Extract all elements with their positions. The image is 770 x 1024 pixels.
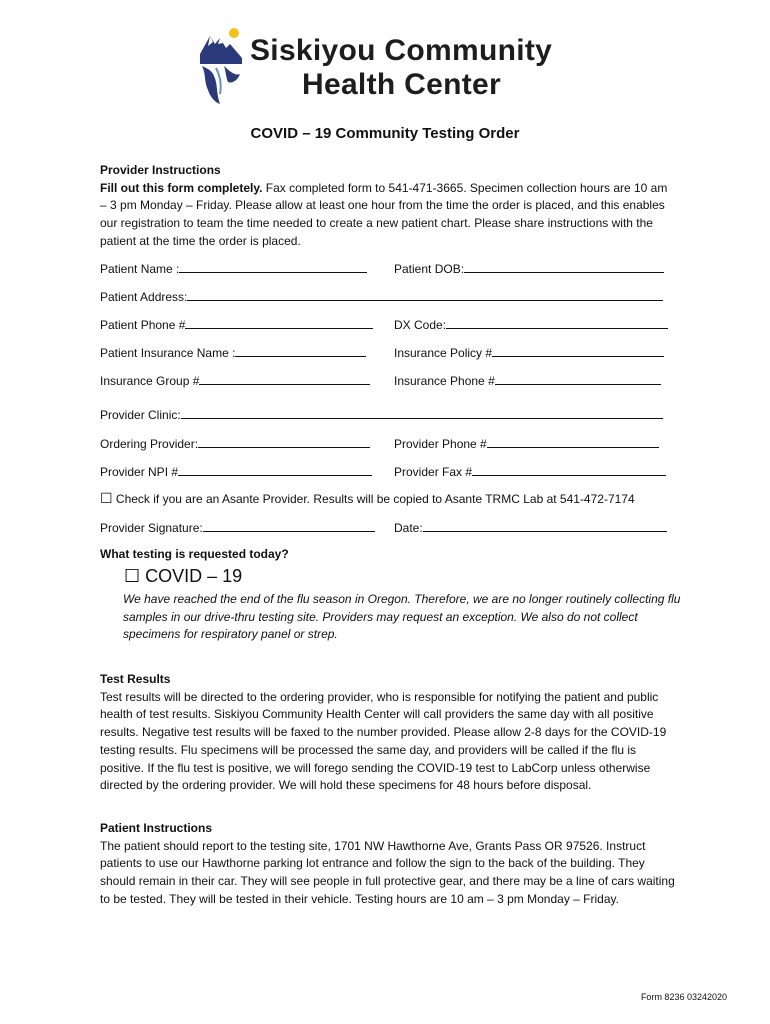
flu-season-note: We have reached the end of the flu season in Oregon. Therefore, we are no longer routinely collecting flu samples in our drive-thru testing site. Providers may request an exception. We also do not collect specimens for respiratory panel or strep. xyxy=(123,592,681,641)
patient-instructions-heading: Patient Instructions xyxy=(100,821,213,835)
provider-npi-field[interactable] xyxy=(100,464,372,479)
patient-phone-field[interactable] xyxy=(100,317,373,332)
provider-clinic-field[interactable] xyxy=(100,407,663,422)
insurance-group-field[interactable] xyxy=(100,373,370,388)
insurance-policy-line[interactable] xyxy=(492,345,664,357)
insurance-policy-label: Insurance Policy # xyxy=(394,346,493,360)
ordering-provider-field[interactable] xyxy=(100,436,370,451)
form-title: COVID – 19 Community Testing Order xyxy=(250,125,520,142)
form-number: Form 8236 03242020 xyxy=(640,992,727,1002)
provider-npi-line[interactable] xyxy=(178,464,372,476)
asante-checkbox-label: Check if you are an Asante Provider. Results will be copied to Asante TRMC Lab at 541-472-7174 xyxy=(115,492,635,506)
patient-phone-label: Patient Phone # xyxy=(100,318,186,332)
provider-signature-line[interactable] xyxy=(203,520,375,532)
ordering-provider-line[interactable] xyxy=(198,436,370,448)
patient-insurance-name-line[interactable] xyxy=(235,345,366,357)
provider-fax-line[interactable] xyxy=(472,464,666,476)
patient-address-line[interactable] xyxy=(187,289,663,301)
date-line[interactable] xyxy=(423,520,667,532)
insurance-group-line[interactable] xyxy=(199,373,370,385)
ordering-provider-label: Ordering Provider: xyxy=(100,437,199,451)
insurance-phone-line[interactable] xyxy=(495,373,661,385)
covid-checkbox[interactable]: ☐ xyxy=(124,566,141,586)
logo xyxy=(196,24,576,108)
insurance-phone-label: Insurance Phone # xyxy=(394,374,495,388)
test-results-section xyxy=(100,671,675,795)
dx-code-label: DX Code: xyxy=(394,318,447,332)
logo-title-line2: Health Center xyxy=(302,68,501,101)
provider-phone-line[interactable] xyxy=(487,436,659,448)
date-label: Date: xyxy=(394,521,423,535)
date-field[interactable] xyxy=(394,520,667,535)
patient-name-line[interactable] xyxy=(179,261,367,273)
patient-address-label: Patient Address: xyxy=(100,290,188,304)
asante-provider-row xyxy=(100,490,635,507)
patient-insurance-name-label: Patient Insurance Name : xyxy=(100,346,236,360)
provider-signature-label: Provider Signature: xyxy=(100,521,203,535)
patient-instructions-section xyxy=(100,820,675,909)
insurance-group-label: Insurance Group # xyxy=(100,374,200,388)
covid-option[interactable] xyxy=(124,566,242,587)
insurance-phone-field[interactable] xyxy=(394,373,661,388)
logo-title-line1: Siskiyou Community xyxy=(250,34,553,67)
provider-phone-label: Provider Phone # xyxy=(394,437,487,451)
covid-option-label: COVID – 19 xyxy=(145,566,243,586)
provider-phone-field[interactable] xyxy=(394,436,659,451)
provider-clinic-label: Provider Clinic: xyxy=(100,408,181,422)
test-results-heading: Test Results xyxy=(100,672,171,686)
patient-insurance-name-field[interactable] xyxy=(100,345,366,360)
mountain-logo-icon xyxy=(196,24,246,108)
provider-signature-field[interactable] xyxy=(100,520,375,535)
patient-dob-line[interactable] xyxy=(464,261,664,273)
provider-instructions-heading: Provider Instructions xyxy=(100,163,221,177)
provider-instructions-text xyxy=(100,180,675,251)
provider-instructions-lead: Fill out this form completely. xyxy=(100,180,263,195)
testing-question: What testing is requested today? xyxy=(100,547,289,561)
provider-clinic-line[interactable] xyxy=(181,407,663,419)
patient-address-field[interactable] xyxy=(100,289,663,304)
patient-name-label: Patient Name : xyxy=(100,262,180,276)
patient-phone-line[interactable] xyxy=(185,317,373,329)
asante-checkbox[interactable]: ☐ xyxy=(100,490,113,506)
provider-npi-label: Provider NPI # xyxy=(100,465,179,479)
provider-instructions xyxy=(100,162,675,251)
patient-dob-label: Patient DOB: xyxy=(394,262,465,276)
provider-fax-label: Provider Fax # xyxy=(394,465,473,479)
patient-name-field[interactable] xyxy=(100,261,367,276)
test-results-body: Test results will be directed to the ordering provider, who is responsible for notifying the patient and public health of test results. Siskiyou Community Health Center will call providers the same day with all positive results. Negative test results will be faxed to the number provided. Please allow 2-8 days for the COVID-19 testing results. Flu specimens will be processed the same day, and providers will be called if the flu is positive. If the flu test is positive, we will forego sending the COVID-19 test to LabCorp unless otherwise directed by the ordering provider. We will hold these specimens for 48 hours before disposal. xyxy=(100,689,667,793)
provider-instructions-body: Fax completed form to 541-471-3665. Specimen collection hours are 10 am – 3 pm Monday – Friday. Please allow at least one hour from the time the order is placed, and this enables our registration to team the time needed to create a new patient chart. Please share instructions with the patient at the time the order is placed. xyxy=(100,180,668,248)
provider-fax-field[interactable] xyxy=(394,464,666,479)
dx-code-field[interactable] xyxy=(394,317,668,332)
patient-dob-field[interactable] xyxy=(394,261,664,276)
patient-instructions-body: The patient should report to the testing site, 1701 NW Hawthorne Ave, Grants Pass OR 97526. Instruct patients to use our Hawthorne parking lot entrance and follow the sign to the back of the building. They should remain in their car. They will see people in full protective gear, and there may be a line of cars waiting to be tested. They will be tested in their vehicle. Testing hours are 10 am – 3 pm Monday – Friday. xyxy=(100,838,675,906)
dx-code-line[interactable] xyxy=(446,317,668,329)
insurance-policy-field[interactable] xyxy=(394,345,664,360)
